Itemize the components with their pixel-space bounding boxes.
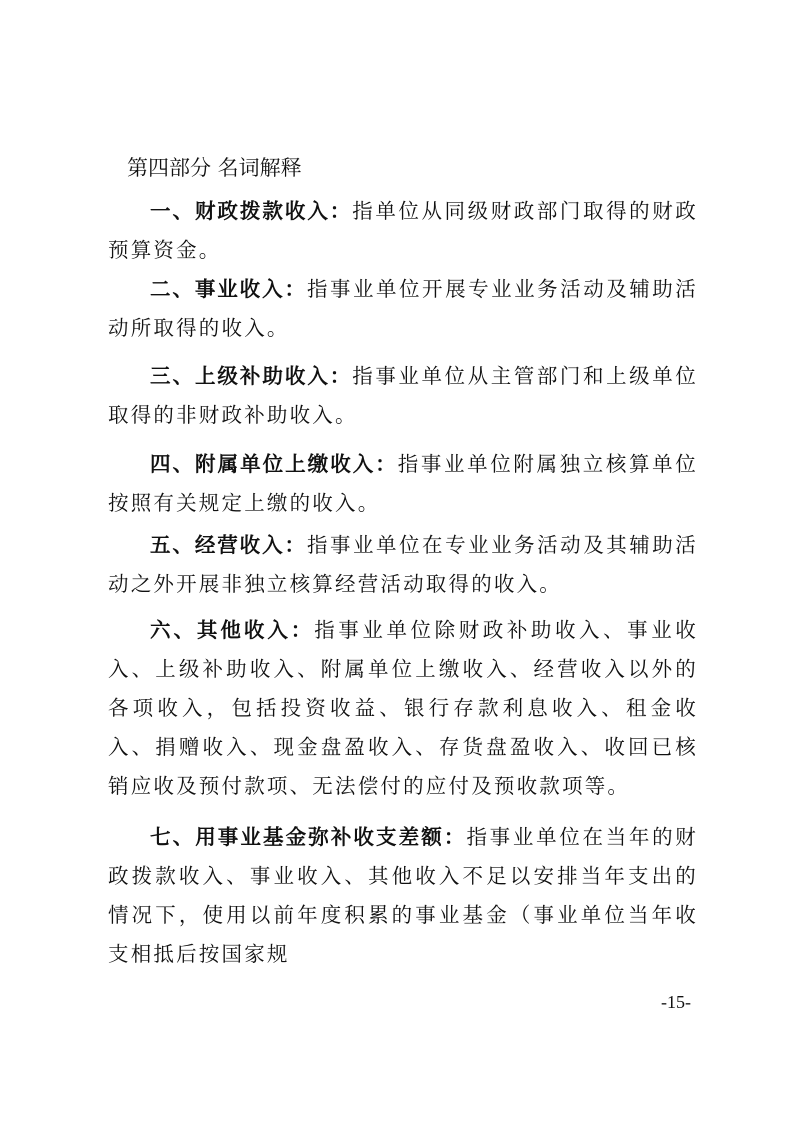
section-title: 第四部分 名词解释 <box>127 156 302 180</box>
page-number: -15- <box>661 992 691 1012</box>
definition-text: 指事业单位开展专业业务活动及辅助活动所取得的收入。 <box>108 277 698 340</box>
definition-text: 指事业单位除财政补助收入、事业收入、上级补助收入、附属单位上缴收入、经营收入以外的各项收入，包括投资收益、银行存款利息收入、租金收入、捐赠收入、现金盘盈收入、存货盘盈收入、收回已核销应收及预付款项、无法偿付的应付及预收款项等。 <box>108 618 698 798</box>
definition-affiliated-unit-remittance-revenue <box>108 445 698 523</box>
definition-text: 指单位从同级财政部门取得的财政预算资金。 <box>108 199 698 262</box>
definition-text: 指事业单位在专业业务活动及其辅助活动之外开展非独立核算经营活动取得的收入。 <box>108 533 698 596</box>
definition-text: 指事业单位在当年的财政拨款收入、事业收入、其他收入不足以安排当年支出的情况下，使用以前年度积累的事业基金（事业单位当年收支相抵后按国家规 <box>108 825 699 966</box>
definition-higher-level-subsidy-revenue <box>108 357 698 435</box>
definition-term: 七、用事业基金弥补收支差额： <box>150 825 467 849</box>
definition-term: 二、事业收入： <box>150 277 307 301</box>
definition-term: 六、其他收入： <box>150 618 315 642</box>
definition-term: 四、附属单位上缴收入： <box>150 452 398 476</box>
definition-term: 一、财政拨款收入： <box>150 199 353 223</box>
definition-text: 指事业单位附属独立核算单位按照有关规定上缴的收入。 <box>108 452 698 515</box>
definition-operating-revenue <box>108 526 698 604</box>
definition-other-revenue <box>108 611 698 806</box>
definition-fiscal-appropriation-revenue <box>108 192 698 270</box>
definition-term: 五、经营收入： <box>150 533 307 557</box>
definition-text: 指事业单位从主管部门和上级单位取得的非财政补助收入。 <box>108 364 698 427</box>
definition-term: 三、上级补助收入： <box>150 364 353 388</box>
definition-business-fund-offset <box>108 818 698 974</box>
definition-business-revenue <box>108 270 698 348</box>
